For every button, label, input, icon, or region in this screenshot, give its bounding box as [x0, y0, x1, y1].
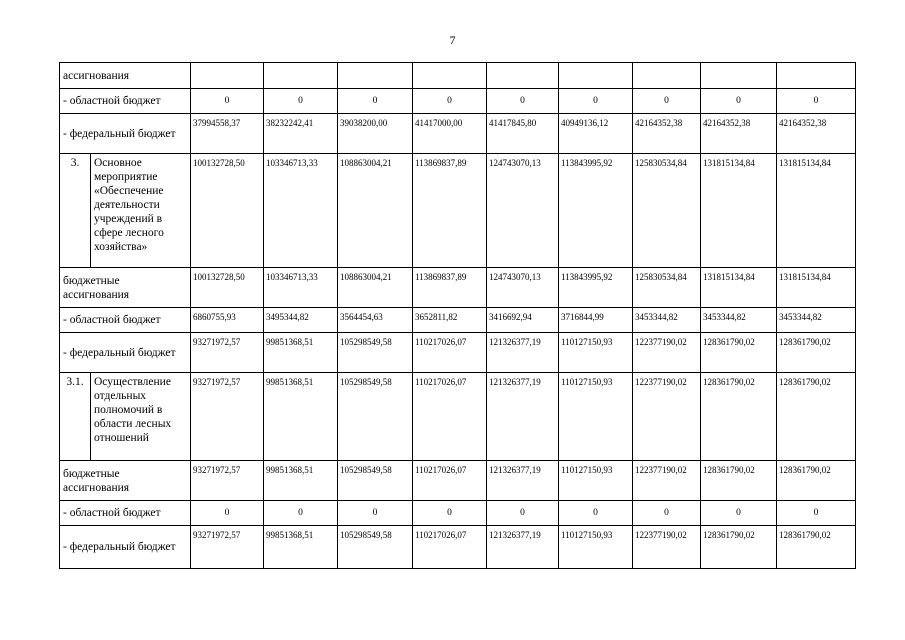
- value-cell: 110127150,93: [559, 526, 633, 569]
- value-cell: 131815134,84: [701, 268, 777, 308]
- value-cell: 0: [701, 501, 777, 526]
- row-label: - областной бюджет: [60, 501, 191, 526]
- value-cell: 3453344,82: [633, 308, 701, 333]
- value-cell: 110127150,93: [559, 333, 633, 373]
- value-cell: 125830534,84: [633, 268, 701, 308]
- row-label: - федеральный бюджет: [60, 333, 191, 373]
- value-cell: 100132728,50: [191, 154, 264, 268]
- value-cell: 42164352,38: [633, 114, 701, 154]
- value-cell: 121326377,19: [487, 526, 559, 569]
- value-cell: 122377190,02: [633, 526, 701, 569]
- value-cell: 93271972,57: [191, 461, 264, 501]
- value-cell: 0: [487, 501, 559, 526]
- value-cell: 128361790,02: [777, 526, 856, 569]
- table-row: [60, 114, 856, 154]
- table-row: [60, 333, 856, 373]
- row-index: 3.1.: [60, 373, 91, 461]
- value-cell: 0: [633, 89, 701, 114]
- value-cell: 131815134,84: [777, 154, 856, 268]
- value-cell: 0: [191, 89, 264, 114]
- value-cell: [264, 63, 338, 89]
- value-cell: 128361790,02: [701, 526, 777, 569]
- value-cell: 0: [264, 89, 338, 114]
- value-cell: 108863004,21: [338, 154, 413, 268]
- value-cell: [413, 63, 487, 89]
- value-cell: 128361790,02: [701, 373, 777, 461]
- value-cell: 110127150,93: [559, 373, 633, 461]
- value-cell: 121326377,19: [487, 333, 559, 373]
- value-cell: 103346713,33: [264, 154, 338, 268]
- table-row: [60, 63, 856, 89]
- table-row: [60, 308, 856, 333]
- table-row: [60, 154, 856, 268]
- value-cell: 0: [413, 89, 487, 114]
- value-cell: 0: [777, 89, 856, 114]
- value-cell: 131815134,84: [701, 154, 777, 268]
- value-cell: 110217026,07: [413, 373, 487, 461]
- value-cell: 131815134,84: [777, 268, 856, 308]
- value-cell: 113869837,89: [413, 268, 487, 308]
- value-cell: 0: [487, 89, 559, 114]
- value-cell: 0: [191, 501, 264, 526]
- value-cell: 110217026,07: [413, 333, 487, 373]
- value-cell: 93271972,57: [191, 333, 264, 373]
- value-cell: 113843995,92: [559, 268, 633, 308]
- value-cell: 0: [633, 501, 701, 526]
- value-cell: 0: [777, 501, 856, 526]
- value-cell: 0: [413, 501, 487, 526]
- value-cell: 99851368,51: [264, 526, 338, 569]
- value-cell: 41417000,00: [413, 114, 487, 154]
- value-cell: 122377190,02: [633, 373, 701, 461]
- value-cell: 122377190,02: [633, 461, 701, 501]
- value-cell: 124743070,13: [487, 154, 559, 268]
- value-cell: [487, 63, 559, 89]
- row-label: - федеральный бюджет: [60, 526, 191, 569]
- budget-table: [59, 62, 856, 569]
- value-cell: 0: [701, 89, 777, 114]
- value-cell: [191, 63, 264, 89]
- value-cell: 3716844,99: [559, 308, 633, 333]
- value-cell: 99851368,51: [264, 333, 338, 373]
- value-cell: 37994558,37: [191, 114, 264, 154]
- value-cell: 0: [264, 501, 338, 526]
- value-cell: 113869837,89: [413, 154, 487, 268]
- value-cell: [777, 63, 856, 89]
- value-cell: 105298549,58: [338, 333, 413, 373]
- row-label: - федеральный бюджет: [60, 114, 191, 154]
- value-cell: [701, 63, 777, 89]
- value-cell: 0: [338, 89, 413, 114]
- value-cell: 110217026,07: [413, 461, 487, 501]
- value-cell: 3416692,94: [487, 308, 559, 333]
- row-label: - областной бюджет: [60, 308, 191, 333]
- row-label: бюджетные ассигнования: [60, 461, 191, 501]
- value-cell: 105298549,58: [338, 373, 413, 461]
- value-cell: 124743070,13: [487, 268, 559, 308]
- value-cell: 103346713,33: [264, 268, 338, 308]
- value-cell: 6860755,93: [191, 308, 264, 333]
- value-cell: 3453344,82: [777, 308, 856, 333]
- value-cell: 128361790,02: [777, 461, 856, 501]
- value-cell: 128361790,02: [701, 461, 777, 501]
- value-cell: 0: [338, 501, 413, 526]
- row-index: 3.: [60, 154, 91, 268]
- value-cell: 3652811,82: [413, 308, 487, 333]
- table-row: [60, 501, 856, 526]
- value-cell: 100132728,50: [191, 268, 264, 308]
- table-row: [60, 373, 856, 461]
- page-number: 7: [449, 33, 456, 47]
- value-cell: [338, 63, 413, 89]
- row-label: - областной бюджет: [60, 89, 191, 114]
- value-cell: 113843995,92: [559, 154, 633, 268]
- value-cell: 121326377,19: [487, 461, 559, 501]
- value-cell: 99851368,51: [264, 373, 338, 461]
- value-cell: [559, 63, 633, 89]
- value-cell: 41417845,80: [487, 114, 559, 154]
- value-cell: [633, 63, 701, 89]
- value-cell: 39038200,00: [338, 114, 413, 154]
- value-cell: 93271972,57: [191, 373, 264, 461]
- value-cell: 128361790,02: [777, 333, 856, 373]
- value-cell: 40949136,12: [559, 114, 633, 154]
- value-cell: 42164352,38: [777, 114, 856, 154]
- row-label: ассигнования: [60, 63, 191, 89]
- value-cell: 128361790,02: [777, 373, 856, 461]
- value-cell: 122377190,02: [633, 333, 701, 373]
- value-cell: 0: [559, 501, 633, 526]
- value-cell: 93271972,57: [191, 526, 264, 569]
- value-cell: 99851368,51: [264, 461, 338, 501]
- value-cell: 121326377,19: [487, 373, 559, 461]
- value-cell: 42164352,38: [701, 114, 777, 154]
- row-label: бюджетные ассигнования: [60, 268, 191, 308]
- row-label: Основное мероприятие «Обеспечение деятельности учреждений в сфере лесного хозяйства»: [91, 154, 191, 268]
- row-label: Осуществление отдельных полномочий в области лесных отношений: [91, 373, 191, 461]
- value-cell: 110127150,93: [559, 461, 633, 501]
- value-cell: 110217026,07: [413, 526, 487, 569]
- value-cell: 128361790,02: [701, 333, 777, 373]
- value-cell: 108863004,21: [338, 268, 413, 308]
- value-cell: 38232242,41: [264, 114, 338, 154]
- value-cell: 3453344,82: [701, 308, 777, 333]
- table-row: [60, 268, 856, 308]
- value-cell: 3495344,82: [264, 308, 338, 333]
- table-row: [60, 526, 856, 569]
- value-cell: 105298549,58: [338, 461, 413, 501]
- value-cell: 105298549,58: [338, 526, 413, 569]
- table-row: [60, 461, 856, 501]
- value-cell: 125830534,84: [633, 154, 701, 268]
- value-cell: 0: [559, 89, 633, 114]
- table-row: [60, 89, 856, 114]
- value-cell: 3564454,63: [338, 308, 413, 333]
